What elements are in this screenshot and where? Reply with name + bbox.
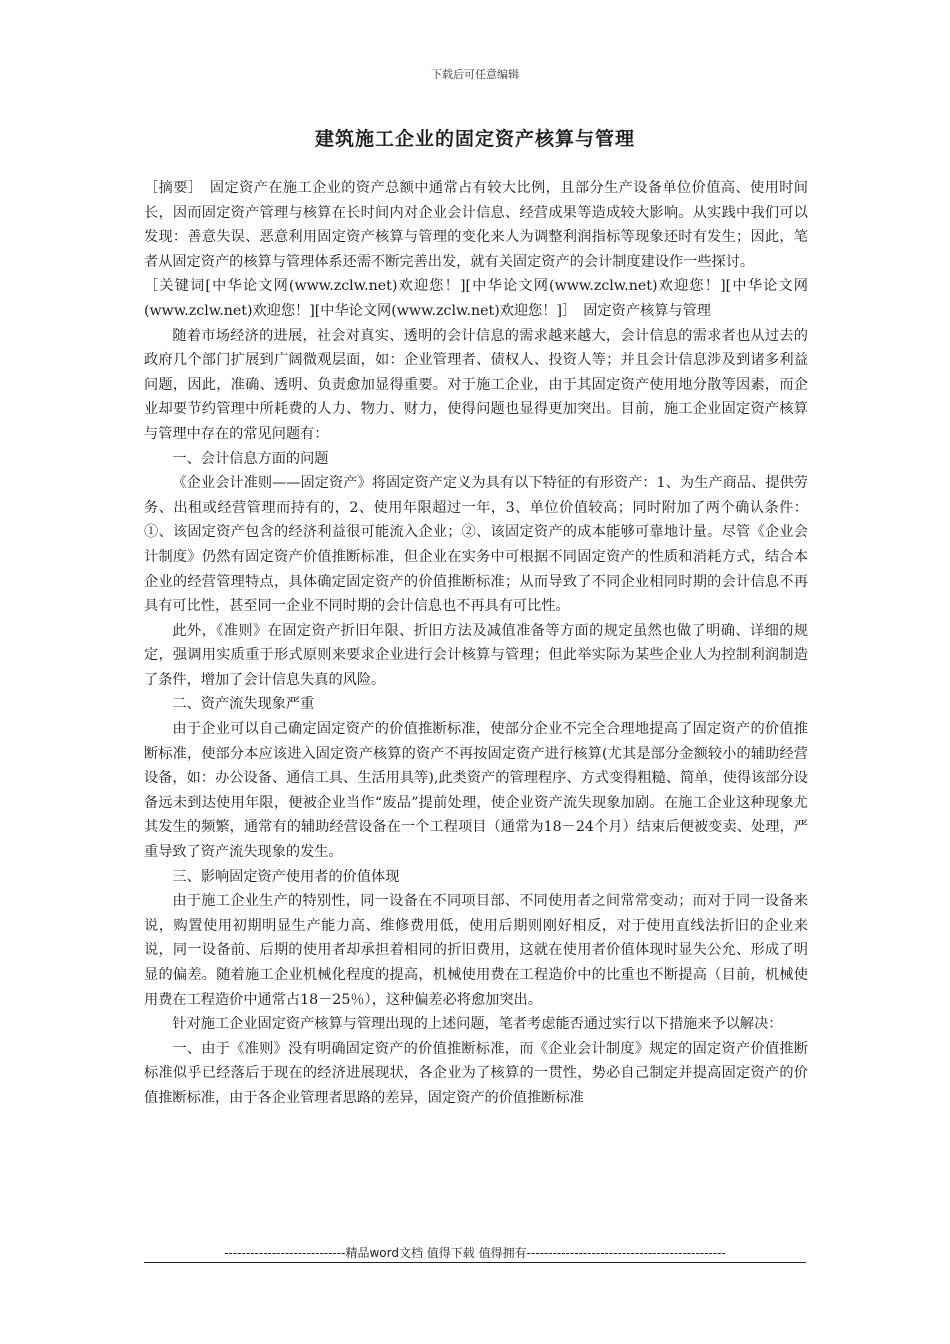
body-paragraph: 随着市场经济的进展，社会对真实、透明的会计信息的需求越来越大，会计信息的需求者也从过去的政府几个部门扩展到广阔微观层面，如：企业管理者、债权人、投资人等；并且会计信息涉及到诸多利益问题，因此，准确、透明、负责愈加显得重要。对于施工企业，由于其固定资产使用地分散等因素，而企业却要节约管理中所耗费的人力、物力、财力，使得问题也显得更加突出。目前，施工企业固定资产核算与管理中存在的常见问题有： — [144, 327, 808, 442]
body-paragraph: 此外，《准则》在固定资产折旧年限、折旧方法及减值准备等方面的规定虽然也做了明确、详细的规定，强调用实质重于形式原则来要求企业进行会计核算与管理；但此举实际为某些企业人为控制利润制造了条件，增加了会计信息失真的风险。 — [144, 622, 808, 688]
body-paragraph: 《企业会计准则——固定资产》将固定资产定义为具有以下特征的有形资产：1、为生产商品、提供劳务、出租或经营管理而持有的，2、使用年限超过一年，3、单位价值较高；同时附加了两个确认条件：①、该固定资产包含的经济利益很可能流入企业；②、该固定资产的成本能够可靠地计量。尽管《企业会计制度》仍然有固定资产价值推断标准，但企业在实务中可根据不同固定资产的性质和消耗方式，结合本企业的经营管理特点，具体确定固定资产的价值推断标准；从而导致了不同企业相同时期的会计信息不再具有可比性，甚至同一企业不同时期的会计信息也不再具有可比性。 — [144, 475, 808, 615]
body-paragraph: 针对施工企业固定资产核算与管理出现的上述问题，笔者考虑能否通过实行以下措施来予以解决： — [172, 1016, 783, 1033]
document-title: 建筑施工企业的固定资产核算与管理 — [314, 128, 635, 150]
header-note: 下载后可任意编辑 — [431, 68, 519, 81]
document-body — [144, 176, 808, 1111]
section-heading: 二、资产流失现象严重 — [172, 696, 315, 713]
footer-divider — [144, 1262, 806, 1263]
keywords-paragraph: ［关键词[中华论文网(www.zclw.net)欢迎您！][中华论文网(www.zclw.net)欢迎您！][中华论文网(www.zclw.net)欢迎您！][中华论文网(www.zclw.net)欢迎您！]］ 固定资产核算与管理 — [144, 278, 808, 319]
section-heading: 一、会计信息方面的问题 — [172, 450, 329, 467]
section-heading: 三、影响固定资产使用者的价值体现 — [172, 868, 400, 885]
body-paragraph: 由于施工企业生产的特别性，同一设备在不同项目部、不同使用者之间常常变动；而对于同一设备来说，购置使用初期明显生产能力高、维修费用低，使用后期则刚好相反，对于使用直线法折旧的企业来说，同一设备前、后期的使用者却承担着相同的折旧费用，这就在使用者价值体现时显失公允、形成了明显的偏差。随着施工企业机械化程度的提高，机械使用费在工程造价中的比重也不断提高（目前，机械使用费在工程造价中通常占18－25％），这种偏差必将愈加突出。 — [144, 893, 808, 1008]
abstract-paragraph: ［摘要］ 固定资产在施工企业的资产总额中通常占有较大比例，且部分生产设备单位价值高、使用时间长，因而固定资产管理与核算在长时间内对企业会计信息、经营成果等造成较大影响。从实践中我们可以发现：善意失误、恶意利用固定资产核算与管理的变化来人为调整利润指标等现象还时有发生；因此，笔者从固定资产的核算与管理体系还需不断完善出发，就有关固定资产的会计制度建设作一些探讨。 — [144, 180, 808, 270]
body-paragraph: 由于企业可以自己确定固定资产的价值推断标准，使部分企业不完全合理地提高了固定资产的价值推断标准，使部分本应该进入固定资产核算的资产不再按固定资产进行核算(尤其是部分金额较小的辅助经营设备，如：办公设备、通信工具、生活用具等),此类资产的管理程序、方式变得粗糙、简单，使得该部分设备远未到达使用年限，便被企业当作“废品”提前处理，使企业资产流失现象加剧。在施工企业这种现象尤其发生的频繁，通常有的辅助经营设备在一个工程项目（通常为18－24个月）结束后便被变卖、处理，严重导致了资产流失现象的发生。 — [144, 721, 808, 861]
body-paragraph: 一、由于《准则》没有明确固定资产的价值推断标准，而《企业会计制度》规定的固定资产价值推断标准似乎已经落后于现在的经济进展现状，各企业为了核算的一贯性，势必自己制定并提高固定资产的价值推断标准，由于各企业管理者思路的差异，固定资产的价值推断标准 — [144, 1040, 808, 1106]
footer-text: ----------------------------精品word文档 值得下载 值得拥有---------------------------------------------- — [224, 1246, 726, 1260]
